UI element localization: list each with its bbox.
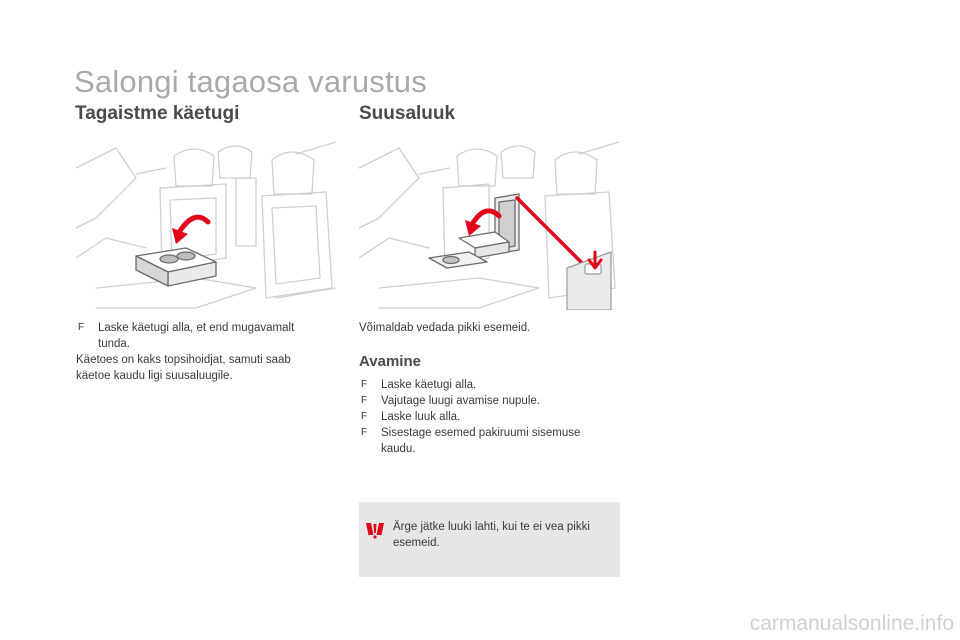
step-text: Sisestage esemed pakiruumi sisemuse kaudu. [381, 427, 581, 455]
bullet-marker: F [361, 427, 368, 438]
watermark: carmanualsonline.info [749, 612, 954, 635]
warning-exclamation-icon [363, 518, 387, 542]
armrest-paragraph: Käetoes on kaks topsihoidjat, samuti saab käetoe kaudu ligi suusaluugile. [76, 354, 291, 382]
warning-box [359, 502, 620, 577]
step-text: Laske käetugi alla. [381, 379, 477, 391]
armrest-bullet-text: Laske käetugi alla, et end mugavamalt tunda. [98, 322, 295, 350]
armrest-text-block [76, 320, 326, 384]
step-text: Laske luuk alla. [381, 411, 461, 423]
bullet-marker: F [361, 395, 368, 406]
list-item [359, 393, 614, 409]
ski-hatch-illustration [359, 138, 620, 310]
armrest-bullet-list [76, 320, 326, 352]
list-item [359, 425, 614, 457]
warning-text: Ärge jätke luuki lahti, kui te ei vea pikki esemeid. [393, 521, 590, 549]
opening-steps-list [359, 377, 614, 457]
list-item [76, 320, 326, 352]
opening-subheading: Avamine [359, 353, 421, 370]
bullet-marker: F [361, 411, 368, 422]
page-title: Salongi tagaosa varustus [74, 64, 427, 99]
bullet-marker: F [361, 379, 368, 390]
section-heading-armrest: Tagaistme käetugi [75, 103, 240, 124]
section-heading-ski-hatch: Suusaluuk [359, 103, 456, 124]
bullet-marker: F [78, 322, 85, 333]
list-item [359, 377, 614, 393]
list-item [359, 409, 614, 425]
armrest-illustration [76, 138, 336, 310]
step-text: Vajutage luugi avamise nupule. [381, 395, 540, 407]
ski-hatch-intro: Võimaldab vedada pikki esemeid. [359, 322, 531, 334]
